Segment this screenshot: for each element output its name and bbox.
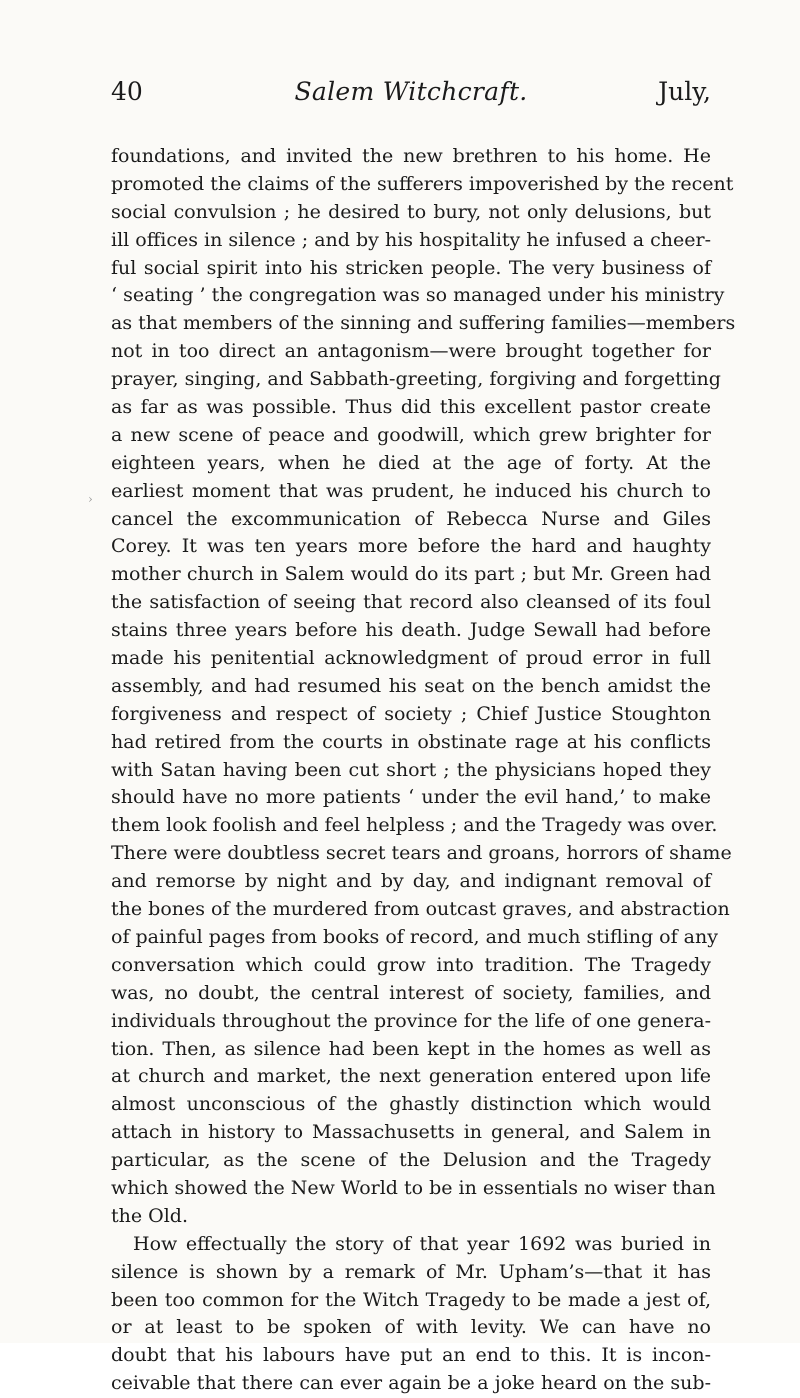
text-line: eighteen years, when he died at the age of forty. At the [111, 451, 711, 474]
text-line: ceivable that there can ever again be a joke heard on the sub- [111, 1372, 711, 1395]
text-line: cancel the excommunication of Rebecca Nurse and Giles [111, 507, 711, 530]
text-line: stains three years before his death. Judge Sewall had before [111, 619, 711, 642]
text-line: tion. Then, as silence had been kept in the homes as well as [111, 1037, 711, 1060]
text-line: silence is shown by a remark of Mr. Upham’s—that it has [111, 1260, 711, 1283]
text-line: prayer, singing, and Sabbath-greeting, forgiving and forgetting [111, 368, 721, 391]
text-line: earliest moment that was prudent, he induced his church to [111, 479, 711, 502]
text-line: ill offices in silence ; and by his hospitality he infused a cheer- [111, 228, 711, 251]
text-line: as that members of the sinning and suffering families—members [111, 312, 736, 335]
text-line: had retired from the courts in obstinate rage at his conflicts [111, 730, 711, 753]
text-line: the satisfaction of seeing that record also cleansed of its foul [111, 591, 711, 614]
paragraph [111, 143, 736, 1231]
body-text [111, 143, 736, 1398]
text-line: the bones of the murdered from outcast graves, and abstraction [111, 898, 730, 921]
text-line: promoted the claims of the sufferers impoverished by the recent [111, 172, 734, 195]
text-line: foundations, and invited the new brethren to his home. He [111, 145, 711, 167]
text-line: should have no more patients ‘ under the evil hand,’ to make [111, 786, 711, 809]
page-number: 40 [111, 77, 143, 106]
text-line: a new scene of peace and goodwill, which grew brighter for [111, 423, 711, 446]
text-line: ful social spirit into his stricken people. The very business of [111, 256, 711, 279]
text-line: particular, as the scene of the Delusion and the Tragedy [111, 1149, 711, 1172]
running-title: Salem Witchcraft. [294, 77, 528, 106]
text-line: forgiveness and respect of society ; Chief Justice Stoughton [111, 702, 711, 725]
text-line: or at least to be spoken of with levity. We can have no [111, 1316, 711, 1339]
text-line: with Satan having been cut short ; the physicians hoped they [111, 758, 711, 781]
text-line: them look foolish and feel helpless ; and the Tragedy was over. [111, 814, 718, 837]
text-line: social convulsion ; he desired to bury, not only delusions, but [111, 200, 711, 223]
text-line: individuals throughout the province for the life of one genera- [111, 1009, 711, 1032]
text-line: the Old. [111, 1204, 189, 1227]
text-line: was, no doubt, the central interest of society, families, and [111, 981, 711, 1004]
running-head [111, 77, 711, 117]
text-line: been too common for the Witch Tragedy to be made a jest of, [111, 1288, 711, 1311]
running-head-month: July, [658, 77, 711, 106]
text-line: of painful pages from books of record, and much stifling of any [111, 925, 718, 948]
text-line: which showed the New World to be in essentials no wiser than [111, 1176, 716, 1199]
text-line: assembly, and had resumed his seat on the bench amidst the [111, 674, 711, 697]
text-line: attach in history to Massachusetts in general, and Salem in [111, 1121, 711, 1144]
paragraph [111, 1231, 711, 1398]
text-line: How effectually the story of that year 1692 was buried in [133, 1232, 711, 1255]
text-line: Corey. It was ten years more before the hard and haughty [111, 535, 711, 558]
text-line: at church and market, the next generation entered upon life [111, 1065, 711, 1088]
text-line: made his penitential acknowledgment of proud error in full [111, 647, 711, 670]
text-line: as far as was possible. Thus did this excellent pastor create [111, 396, 711, 419]
text-line: not in too direct an antagonism—were brought together for [111, 340, 711, 363]
text-line: mother church in Salem would do its part ; but Mr. Green had [111, 563, 711, 586]
text-line: doubt that his labours have put an end to this. It is incon- [111, 1344, 711, 1367]
text-line: There were doubtless secret tears and groans, horrors of shame [111, 842, 732, 865]
text-line: and remorse by night and by day, and indignant removal of [111, 870, 711, 893]
text-line: conversation which could grow into tradition. The Tragedy [111, 953, 711, 976]
margin-mark: › [88, 492, 93, 506]
text-line: ‘ seating ’ the congregation was so managed under his ministry [111, 284, 725, 307]
text-line: almost unconscious of the ghastly distinction which would [111, 1093, 711, 1116]
